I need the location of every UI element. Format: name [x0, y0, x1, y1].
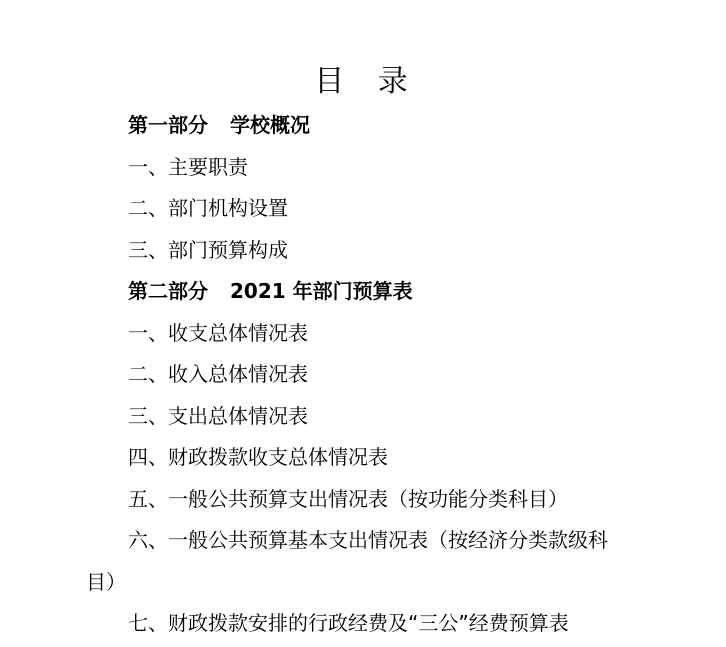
toc-part-1-heading — [128, 111, 310, 139]
toc-item: 四、财政拨款收支总体情况表 — [128, 445, 388, 469]
toc-part-1-name: 学校概况 — [230, 113, 310, 137]
toc-item: 七、财政拨款安排的行政经费及“三公”经费预算表 — [128, 611, 569, 635]
toc-item: 五、一般公共预算支出情况表（按功能分类科目） — [128, 487, 568, 511]
toc-item: 二、收入总体情况表 — [128, 362, 308, 386]
toc-title: 目 录 — [314, 64, 420, 99]
toc-item: 六、一般公共预算基本支出情况表（按经济分类款级科 — [128, 528, 608, 552]
toc-part-1-label: 第一部分 — [128, 113, 208, 137]
toc-item: 二、部门机构设置 — [128, 196, 288, 220]
toc-part-2-heading — [128, 277, 413, 305]
toc-item-continuation: 目） — [86, 570, 126, 594]
toc-item: 三、支出总体情况表 — [128, 404, 308, 428]
toc-item: 一、主要职责 — [128, 155, 248, 179]
toc-part-2-label: 第二部分 — [128, 279, 208, 303]
toc-part-2-name: 2021 年部门预算表 — [230, 279, 413, 303]
toc-item: 三、部门预算构成 — [128, 238, 288, 262]
toc-item: 一、收支总体情况表 — [128, 321, 308, 345]
